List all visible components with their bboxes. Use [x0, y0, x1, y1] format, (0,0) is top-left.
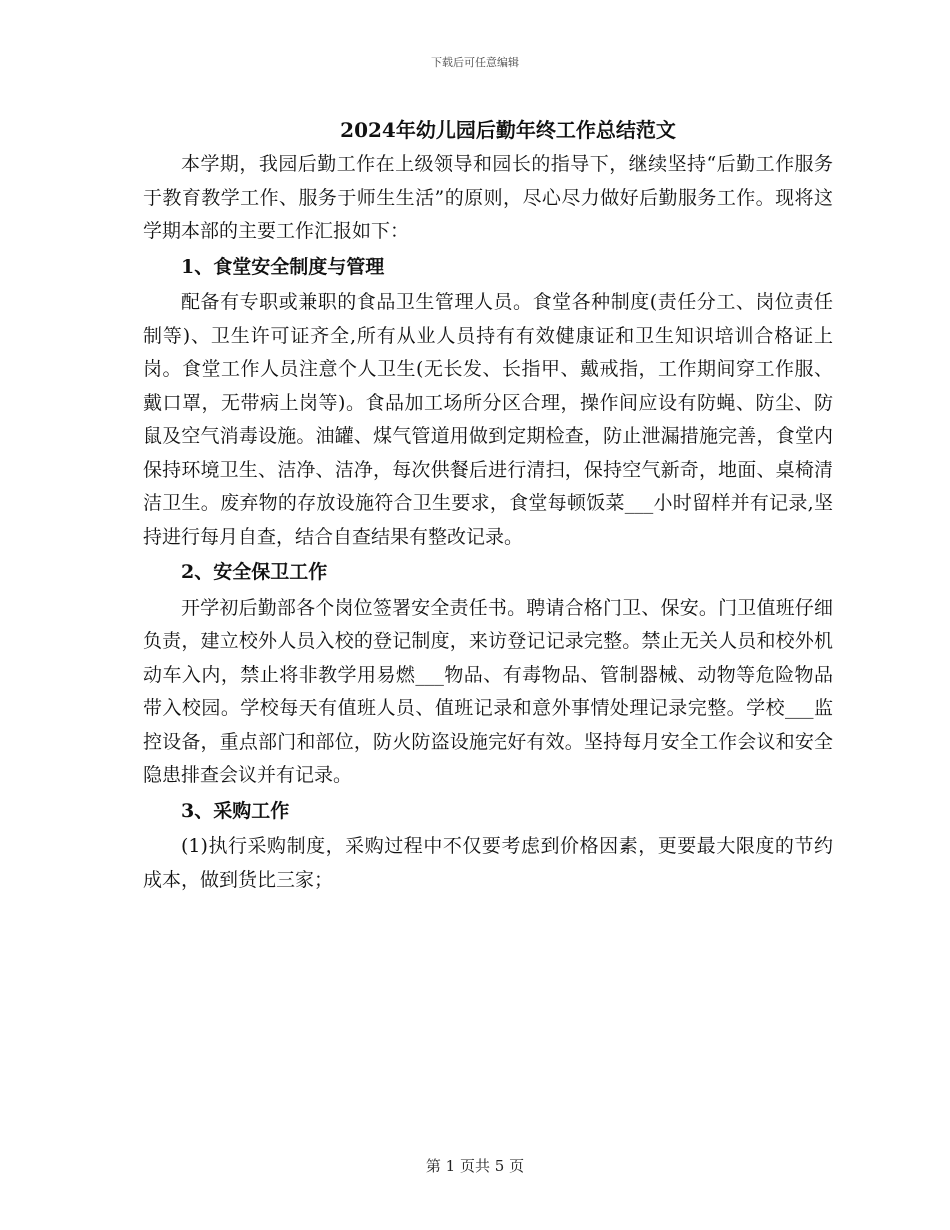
- section-paragraph: (1)执行采购制度，采购过程中不仅要考虑到价格因素，更要最大限度的节约成本，做到货比三家；: [143, 835, 833, 891]
- section-paragraph: 开学初后勤部各个岗位签署安全责任书。聘请合格门卫、保安。门卫值班仔细负责，建立校外人员入校的登记制度，来访登记记录完整。禁止无关人员和校外机动车入内，禁止将非教学用易燃___物品、有毒物品、管制器械、动物等危险物品带入校园。学校每天有值班人员、值班记录和意外事情处理记录完整。学校___监控设备，重点部门和部位，防火防盗设施完好有效。坚持每月安全工作会议和安全隐患排查会议并有记录。: [143, 596, 833, 786]
- section-paragraph: 配备有专职或兼职的食品卫生管理人员。食堂各种制度(责任分工、岗位责任制等)、卫生许可证齐全,所有从业人员持有有效健康证和卫生知识培训合格证上岗。食堂工作人员注意个人卫生(无长发、长指甲、戴戒指，工作期间穿工作服、戴口罩，无带病上岗等)。食品加工场所分区合理，操作间应设有防蝇、防尘、防鼠及空气消毒设施。油罐、煤气管道用做到定期检查，防止泄漏措施完善，食堂内保持环境卫生、洁净、洁净，每次供餐后进行清扫，保持空气新奇，地面、桌椅清洁卫生。废弃物的存放设施符合卫生要求，食堂每顿饭菜___小时留样并有记录,坚持进行每月自查，结合自查结果有整改记录。: [143, 291, 833, 548]
- section-procurement: [143, 793, 833, 898]
- page-header-note: 下载后可任意编辑: [431, 56, 519, 69]
- section-security: [143, 554, 833, 793]
- intro-paragraph: 本学期，我园后勤工作在上级领导和园长的指导下，继续坚持“后勤工作服务于教育教学工作、服务于师生生活”的原则，尽心尽力做好后勤服务工作。现将这学期本部的主要工作汇报如下：: [143, 153, 833, 242]
- section-heading: 1、食堂安全制度与管理: [181, 255, 385, 278]
- document-title: 2024年幼儿园后勤年终工作总结范文: [340, 118, 676, 142]
- section-heading: 3、采购工作: [181, 799, 290, 822]
- page-number-footer: 第 1 页共 5 页: [425, 1157, 525, 1175]
- section-heading: 2、安全保卫工作: [181, 561, 328, 583]
- section-canteen: [143, 249, 833, 555]
- document-body: [143, 112, 833, 897]
